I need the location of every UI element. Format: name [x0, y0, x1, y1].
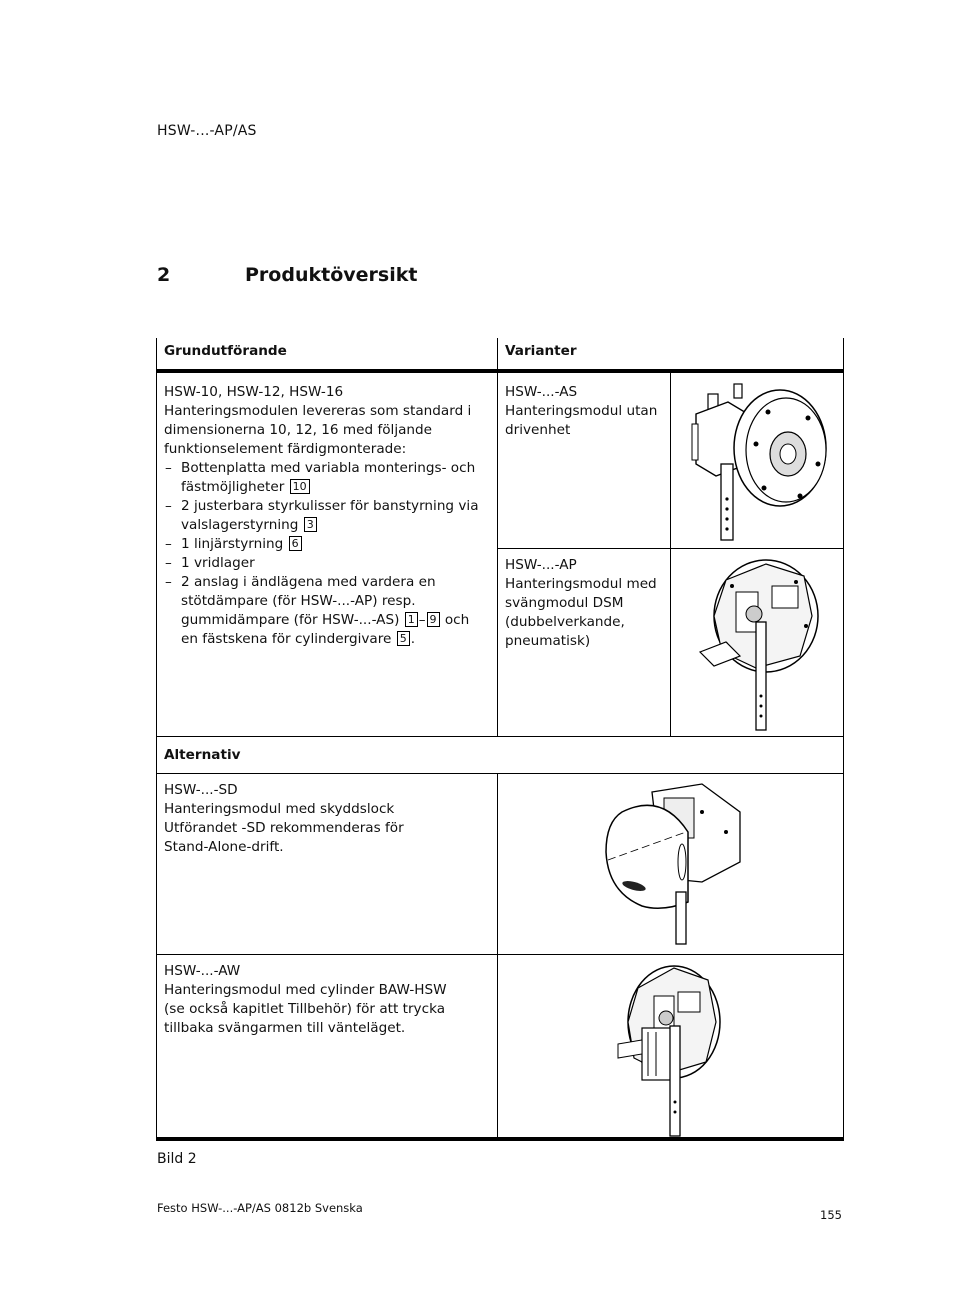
table-header-rule — [156, 369, 844, 373]
list-item: – 2 anslag i ändlägena med vardera en stötdämpare (för HSW-...-AP) resp. gummidämpare (för HSW-...-AS) 1 – 9 och en fästskena för cylindergivare 5 . — [164, 573, 494, 649]
ref-box: 6 — [289, 536, 302, 551]
hsw-aw-illustration — [616, 962, 726, 1138]
basic-models: HSW-10, HSW-12, HSW-16 — [164, 384, 344, 400]
ref-box: 1 — [405, 612, 418, 627]
alt-header: Alternativ — [164, 747, 241, 763]
hsw-as-illustration — [688, 384, 838, 544]
list-item: – 2 justerbara styrkulisser för banstyrning via valslagerstyrning 3 — [164, 497, 494, 535]
variant-as-code: HSW-...-AS — [505, 384, 578, 400]
table-col-divider-1 — [497, 338, 498, 736]
table-row-rule-alt — [156, 736, 844, 737]
table-right-border — [843, 338, 844, 1141]
hsw-sd-illustration — [602, 782, 747, 947]
list-item: – 1 vridlager — [164, 554, 494, 573]
table-col-divider-2 — [497, 773, 498, 1138]
alt-sd-code: HSW-...-SD — [164, 782, 238, 798]
variant-as-text: HSW-...-AS Hanteringsmodul utan drivenhet — [505, 383, 667, 440]
alt-aw-text: HSW-...-AW Hanteringsmodul med cylinder BAW-HSW (se också kapitlet Tillbehör) för att trycka tillbaka svängarmen till vänteläget. — [164, 962, 494, 1038]
page-number: 155 — [820, 1208, 842, 1222]
footer-doc: Festo HSW-...-AP/AS 0812b Svenska — [157, 1201, 363, 1215]
basic-intro-3: funktionselement färdigmonterade: — [164, 441, 407, 457]
running-header: HSW-...-AP/AS — [157, 123, 257, 139]
ref-box: 5 — [397, 631, 410, 646]
figure-caption: Bild 2 — [157, 1151, 197, 1167]
table-img-divider — [670, 373, 671, 736]
section-number: 2 — [157, 264, 171, 286]
variant-ap-text: HSW-...-AP Hanteringsmodul med svängmodul DSM (dubbelverkande, pneumatisk) — [505, 556, 667, 651]
col-header-basic: Grundutförande — [164, 343, 287, 359]
basic-intro-2: dimensionerna 10, 12, 16 med följande — [164, 422, 433, 438]
alt-sd-text: HSW-...-SD Hanteringsmodul med skyddslock Utförandet -SD rekommenderas för Stand-Alone-drift. — [164, 781, 494, 857]
basic-description — [164, 383, 494, 649]
table-row-rule-sd — [156, 773, 844, 774]
alt-aw-code: HSW-...-AW — [164, 963, 241, 979]
list-item: – Bottenplatta med variabla monterings- och fästmöjligheter 10 — [164, 459, 494, 497]
hsw-ap-illustration — [696, 556, 836, 732]
table-variant-divider — [497, 548, 844, 549]
basic-intro-1: Hanteringsmodulen levereras som standard i — [164, 403, 472, 419]
col-header-variants: Varianter — [505, 343, 577, 359]
section-title: Produktöversikt — [245, 264, 418, 286]
table-left-border — [156, 338, 157, 1141]
table-row-rule-aw — [156, 954, 844, 955]
ref-box: 3 — [304, 517, 317, 532]
list-item: – 1 linjärstyrning 6 — [164, 535, 494, 554]
ref-box: 10 — [290, 479, 310, 494]
feature-list — [164, 459, 494, 649]
table-bottom-rule — [156, 1137, 844, 1141]
ref-box: 9 — [427, 612, 440, 627]
variant-ap-code: HSW-...-AP — [505, 557, 577, 573]
